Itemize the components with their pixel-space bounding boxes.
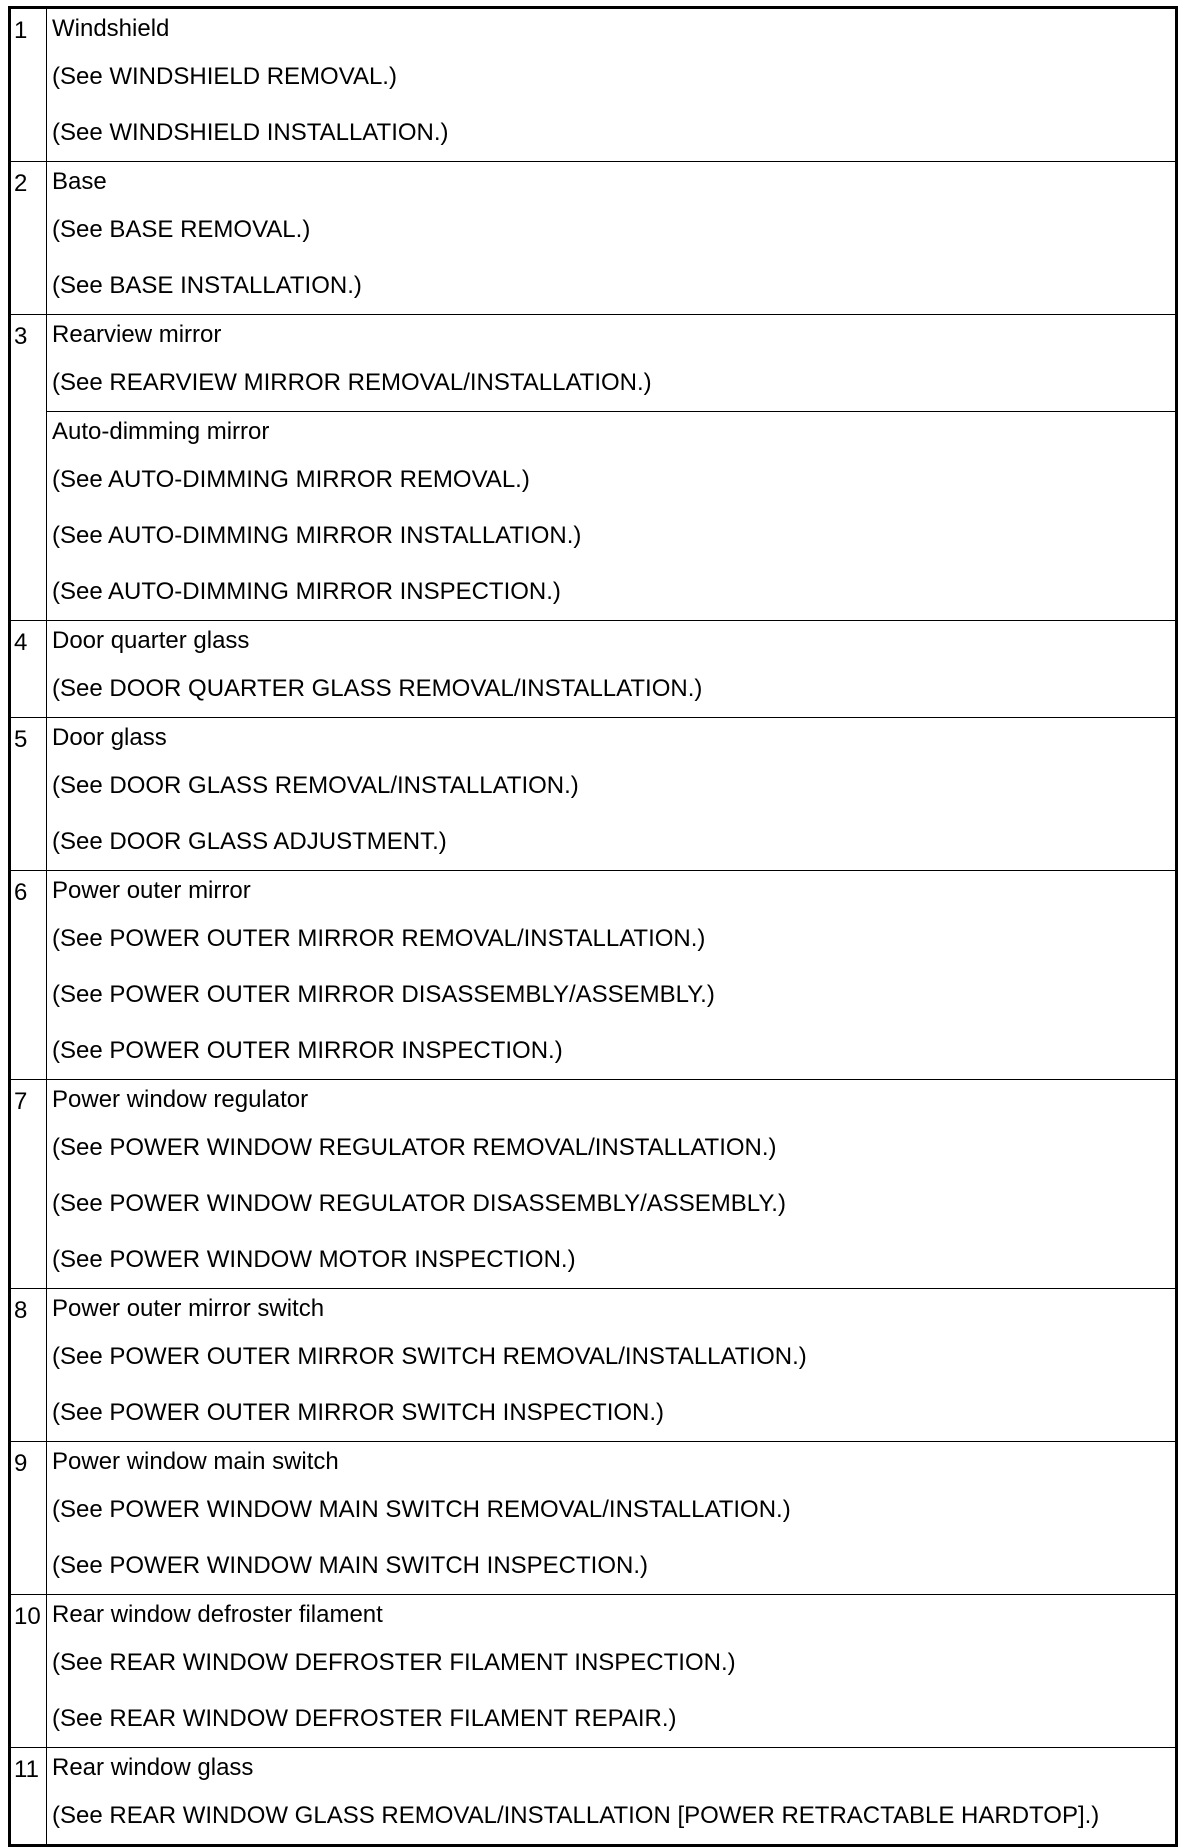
component-entry bbox=[47, 1080, 1177, 1289]
item-number: 1 bbox=[10, 8, 47, 162]
table-body bbox=[10, 8, 1177, 1846]
procedure-reference: (See REAR WINDOW DEFROSTER FILAMENT INSPECTION.) bbox=[52, 1649, 736, 1676]
component-name: Power window regulator bbox=[52, 1086, 309, 1113]
table-row bbox=[10, 8, 1177, 162]
procedure-reference: (See WINDSHIELD REMOVAL.) bbox=[52, 63, 397, 90]
procedure-reference: (See POWER WINDOW MAIN SWITCH INSPECTION.) bbox=[52, 1552, 649, 1579]
component-entry bbox=[47, 871, 1177, 1080]
component-entry bbox=[47, 1595, 1177, 1748]
procedure-reference: (See DOOR GLASS ADJUSTMENT.) bbox=[52, 828, 447, 855]
component-entry bbox=[47, 8, 1177, 162]
procedure-reference: (See POWER OUTER MIRROR SWITCH REMOVAL/INSTALLATION.) bbox=[52, 1343, 807, 1370]
procedure-reference: (See REAR WINDOW GLASS REMOVAL/INSTALLATION [POWER RETRACTABLE HARDTOP].) bbox=[52, 1802, 1100, 1829]
component-name: Windshield bbox=[52, 15, 170, 42]
component-entry bbox=[47, 412, 1177, 621]
component-name: Rear window defroster filament bbox=[52, 1601, 383, 1628]
table-row bbox=[10, 621, 1177, 718]
component-reference-table bbox=[8, 6, 1178, 1847]
component-name: Rear window glass bbox=[52, 1754, 254, 1781]
procedure-reference: (See REAR WINDOW DEFROSTER FILAMENT REPAIR.) bbox=[52, 1705, 677, 1732]
component-name: Auto-dimming mirror bbox=[52, 418, 270, 445]
item-number: 7 bbox=[10, 1080, 47, 1289]
item-number: 6 bbox=[10, 871, 47, 1080]
procedure-reference: (See POWER WINDOW REGULATOR DISASSEMBLY/ASSEMBLY.) bbox=[52, 1190, 786, 1217]
component-name: Power outer mirror switch bbox=[52, 1295, 325, 1322]
procedure-reference: (See BASE REMOVAL.) bbox=[52, 216, 311, 243]
component-entry bbox=[47, 1442, 1177, 1595]
procedure-reference: (See POWER OUTER MIRROR INSPECTION.) bbox=[52, 1037, 563, 1064]
table-row bbox=[10, 718, 1177, 871]
component-entry bbox=[47, 621, 1177, 718]
component-entry bbox=[47, 1748, 1177, 1846]
component-name: Door quarter glass bbox=[52, 627, 250, 654]
item-number: 2 bbox=[10, 162, 47, 315]
component-name: Power outer mirror bbox=[52, 877, 251, 904]
item-number: 4 bbox=[10, 621, 47, 718]
table-row bbox=[10, 315, 1177, 412]
component-name: Rearview mirror bbox=[52, 321, 222, 348]
item-number: 3 bbox=[10, 315, 47, 621]
table-row bbox=[10, 871, 1177, 1080]
procedure-reference: (See BASE INSTALLATION.) bbox=[52, 272, 362, 299]
procedure-reference: (See POWER OUTER MIRROR DISASSEMBLY/ASSEMBLY.) bbox=[52, 981, 715, 1008]
procedure-reference: (See DOOR QUARTER GLASS REMOVAL/INSTALLATION.) bbox=[52, 675, 703, 702]
item-number: 8 bbox=[10, 1289, 47, 1442]
table-row bbox=[10, 412, 1177, 621]
component-name: Door glass bbox=[52, 724, 167, 751]
table-row bbox=[10, 162, 1177, 315]
procedure-reference: (See POWER WINDOW MOTOR INSPECTION.) bbox=[52, 1246, 576, 1273]
procedure-reference: (See WINDSHIELD INSTALLATION.) bbox=[52, 119, 449, 146]
table-row bbox=[10, 1595, 1177, 1748]
procedure-reference: (See REARVIEW MIRROR REMOVAL/INSTALLATION.) bbox=[52, 369, 652, 396]
table-row bbox=[10, 1442, 1177, 1595]
procedure-reference: (See AUTO-DIMMING MIRROR INSPECTION.) bbox=[52, 578, 561, 605]
procedure-reference: (See POWER OUTER MIRROR SWITCH INSPECTION.) bbox=[52, 1399, 665, 1426]
item-number: 11 bbox=[10, 1748, 47, 1846]
table-row bbox=[10, 1289, 1177, 1442]
procedure-reference: (See DOOR GLASS REMOVAL/INSTALLATION.) bbox=[52, 772, 579, 799]
procedure-reference: (See POWER WINDOW REGULATOR REMOVAL/INSTALLATION.) bbox=[52, 1134, 777, 1161]
component-name: Power window main switch bbox=[52, 1448, 339, 1475]
procedure-reference: (See AUTO-DIMMING MIRROR INSTALLATION.) bbox=[52, 522, 582, 549]
component-name: Base bbox=[52, 168, 107, 195]
procedure-reference: (See AUTO-DIMMING MIRROR REMOVAL.) bbox=[52, 466, 530, 493]
item-number: 9 bbox=[10, 1442, 47, 1595]
procedure-reference: (See POWER WINDOW MAIN SWITCH REMOVAL/INSTALLATION.) bbox=[52, 1496, 791, 1523]
table-row bbox=[10, 1080, 1177, 1289]
component-entry bbox=[47, 162, 1177, 315]
component-entry bbox=[47, 1289, 1177, 1442]
table-row bbox=[10, 1748, 1177, 1846]
component-entry bbox=[47, 315, 1177, 412]
procedure-reference: (See POWER OUTER MIRROR REMOVAL/INSTALLATION.) bbox=[52, 925, 706, 952]
item-number: 5 bbox=[10, 718, 47, 871]
component-entry bbox=[47, 718, 1177, 871]
item-number: 10 bbox=[10, 1595, 47, 1748]
